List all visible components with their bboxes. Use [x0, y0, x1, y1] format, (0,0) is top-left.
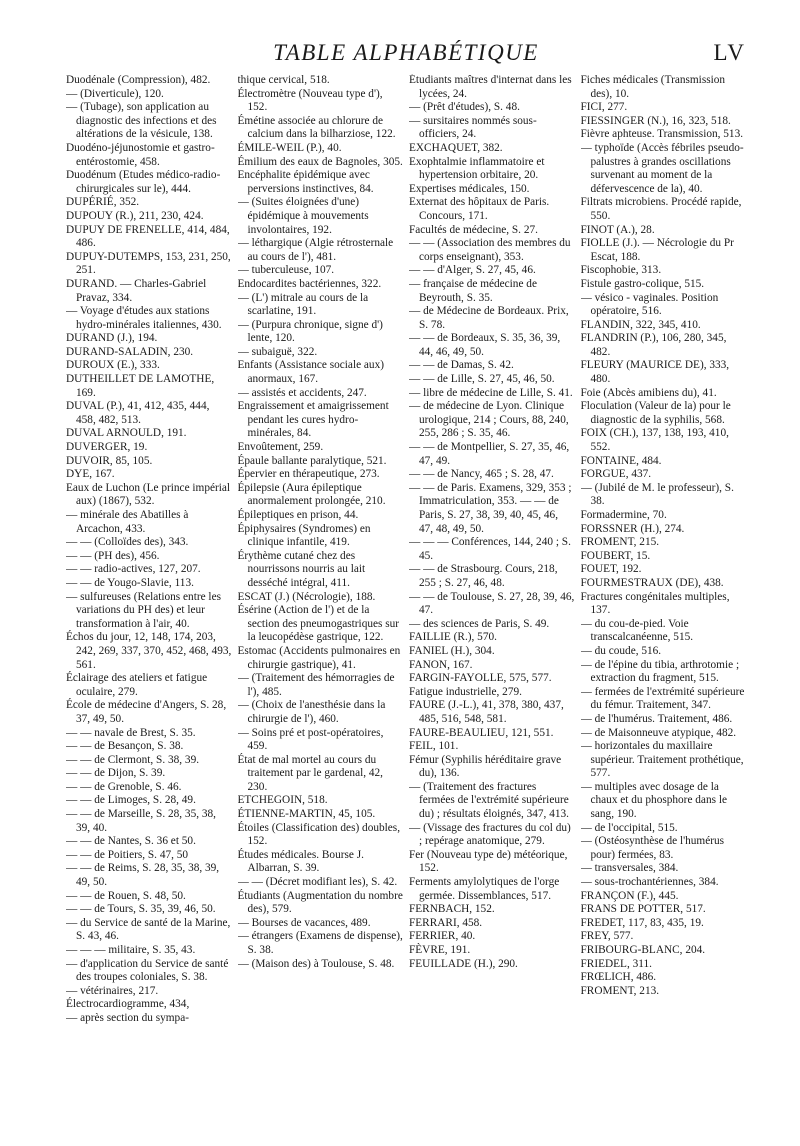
page-number: LV: [713, 40, 746, 65]
index-entry: — du coude, 516.: [580, 644, 662, 657]
index-entry: — — de Poitiers, S. 47, 50: [66, 848, 189, 861]
index-entry: Épileptiques en prison, 44.: [237, 509, 359, 521]
index-entry: — — de Clermont, S. 38, 39.: [66, 753, 200, 766]
page-title: TABLE ALPHABÉTIQUE: [273, 40, 539, 65]
index-entry: — — de Paris. Examens, 329, 353 ; Immatriculation, 353. — — de Paris, S. 27, 38, 39, 40, 45, 46, 47, 48, 49, 50.: [409, 481, 572, 535]
index-entry: — de médecine de Lyon. Clinique urologique, 214 ; Cours, 88, 240, 255, 286 ; S. 35, 46.: [409, 400, 569, 440]
index-entry: DURAND (J.), 194.: [66, 332, 158, 345]
index-entry: FOIX (CH.), 137, 138, 193, 410, 552.: [580, 427, 729, 454]
index-entry: — du Service de santé de la Marine, S. 43, 46.: [66, 916, 231, 943]
index-entry: FAURE-BEAULIEU, 121, 551.: [409, 726, 554, 739]
index-entry: FAILLIE (R.), 570.: [409, 631, 497, 644]
index-entry: Épilepsie (Aura épileptique anormalement prolongée, 210.: [237, 481, 386, 508]
index-entry: Fatigue industrielle, 279.: [409, 685, 522, 698]
index-entry: Duodéno-jéjunostomie et gastro-entérostomie, 458.: [66, 141, 215, 168]
index-entry: FREY, 577.: [580, 930, 634, 943]
index-entry: FEIL, 101.: [409, 740, 459, 753]
index-entry: — fermées de l'extrémité supérieure du fémur. Traitement, 347.: [580, 685, 745, 712]
index-entry: État de mal mortel au cours du traitement par le gardenal, 42, 230.: [237, 753, 384, 793]
index-entry: Épaule ballante paralytique, 521.: [237, 454, 387, 467]
index-entry: ÉMILE-WEIL (P.), 40.: [237, 141, 342, 154]
index-entry: — de Médecine de Bordeaux. Prix, S. 78.: [409, 305, 569, 331]
index-entry: — sous-trochantériennes, 384.: [580, 876, 719, 889]
index-entry: FIESSINGER (N.), 16, 323, 518.: [580, 114, 731, 127]
index-entry: Fer (Nouveau type de) météorique, 152.: [409, 848, 568, 875]
index-entry: FOURMESTRAUX (DE), 438.: [580, 576, 724, 589]
index-entry: — vésico - vaginales. Position opératoire, 516.: [580, 291, 719, 318]
index-entry: FLANDRIN (P.), 106, 280, 345, 482.: [580, 332, 727, 358]
index-entry: — — de Rouen, S. 48, 50.: [66, 889, 186, 902]
index-entry: Exophtalmie inflammatoire et hypertension orbitaire, 20.: [409, 155, 545, 182]
index-entry: — sulfureuses (Relations entre les variations du PH des) et leur transformation à l'air, 40.: [66, 590, 221, 630]
index-entry: DUPOUY (R.), 211, 230, 424.: [66, 209, 204, 222]
index-entry: — minérale des Abatilles à Arcachon, 433.: [66, 509, 189, 535]
index-entry: Externat des hôpitaux de Paris. Concours, 171.: [409, 196, 550, 222]
index-entry: — de l'épine du tibia, arthrotomie ; extraction du fragment, 515.: [580, 658, 740, 685]
index-entry: FORGUE, 437.: [580, 468, 652, 481]
index-column: [238, 74, 404, 1142]
index-entry: Duodénale (Compression), 482.: [66, 74, 211, 86]
index-entry: — (Suites éloignées d'une) épidémique à mouvements involontaires, 192.: [237, 196, 369, 236]
index-entry: Études médicales. Bourse J. Albarran, S. 39.: [237, 848, 364, 875]
index-entry: Fièvre aphteuse. Transmission, 513.: [580, 128, 744, 141]
index-entry: — — navale de Brest, S. 35.: [66, 726, 196, 739]
index-entry: Émétine associée au chlorure de calcium dans la bilharziose, 122.: [237, 114, 396, 141]
index-entry: — — de Bordeaux, S. 35, 36, 39, 44, 46, 49, 50.: [409, 332, 561, 358]
index-entry: — sursitaires nommés sous-officiers, 24.: [409, 114, 537, 141]
index-entry: ESCAT (J.) (Nécrologie), 188.: [237, 590, 376, 603]
index-entry: FRIEDEL, 311.: [580, 957, 652, 970]
index-entry: — — (PH des), 456.: [66, 549, 160, 562]
index-entry: — tuberculeuse, 107.: [237, 264, 335, 277]
index-entry: — (Choix de l'anesthésie dans la chirurgie de l'), 460.: [237, 699, 386, 725]
index-entry: DUPÉRIÉ, 352.: [66, 196, 140, 209]
index-entry: Engraissement et amaigrissement pendant les cures hydro-minérales, 84.: [237, 400, 389, 440]
index-entry: FLANDIN, 322, 345, 410.: [580, 318, 701, 331]
index-entry: — — — militaire, S. 35, 43.: [66, 944, 196, 956]
index-entry: Érythème cutané chez des nourrissons nourris au lait desséché intégral, 411.: [237, 549, 366, 589]
index-entry: — horizontales du maxillaire supérieur. Traitement prothétique, 577.: [580, 740, 744, 780]
index-entry: FONTAINE, 484.: [580, 454, 662, 467]
index-entry: — — de Strasbourg. Cours, 218, 255 ; S. 27, 46, 48.: [409, 563, 558, 589]
index-entry: DUTHEILLET DE LAMOTHE, 169.: [66, 373, 215, 399]
index-entry: FERNBACH, 152.: [409, 903, 495, 916]
index-entry: — — (Colloïdes des), 343.: [66, 536, 189, 549]
index-column: [581, 74, 747, 1142]
index-entry: Étoiles (Classification des) doubles, 152.: [237, 821, 401, 848]
index-entry: Épervier en thérapeutique, 273.: [237, 468, 380, 481]
index-entry: — (Tubage), son application au diagnostic des infections et des altérations de la vésicule, 138.: [66, 101, 217, 141]
index-entry: — étrangers (Examens de dispense), S. 38.: [237, 930, 403, 956]
index-entry: — — (Décret modifiant les), S. 42.: [237, 876, 398, 889]
index-entry: — — de Yougo-Slavie, 113.: [66, 576, 194, 589]
index-entry: — (Purpura chronique, signe d') lente, 120.: [237, 318, 383, 345]
index-entry: DURAND. — Charles-Gabriel Pravaz, 334.: [66, 277, 207, 304]
index-entry: FOUET, 192.: [580, 563, 642, 576]
index-entry: FRŒLICH, 486.: [580, 971, 657, 984]
index-entry: — — de Reims, S. 28, 35, 38, 39, 49, 50.: [66, 862, 220, 889]
index-entry: Encéphalite épidémique avec perversions instinctives, 84.: [237, 169, 374, 195]
index-entry: DUVAL (P.), 41, 412, 435, 444, 458, 482, 513.: [66, 400, 210, 426]
index-entry: — Bourses de vacances, 489.: [237, 916, 371, 929]
index-entry: ETCHEGOIN, 518.: [237, 794, 328, 807]
index-entry: FARGIN-FAYOLLE, 575, 577.: [409, 672, 552, 685]
index-entry: DUROUX (E.), 333.: [66, 359, 160, 372]
index-entry: — — radio-actives, 127, 207.: [66, 563, 201, 576]
index-entry: — multiples avec dosage de la chaux et du phosphore dans le sang, 190.: [580, 780, 727, 821]
index-entry: — de l'humérus. Traitement, 486.: [580, 712, 733, 725]
index-entry: Eaux de Luchon (Le prince impérial aux) (1867), 532.: [66, 481, 231, 508]
index-entry: FANIEL (H.), 304.: [409, 644, 495, 657]
index-columns: [66, 74, 746, 1142]
index-entry: Envoûtement, 259.: [237, 441, 324, 454]
index-entry: — transversales, 384.: [580, 862, 679, 875]
index-entry: Fiches médicales (Transmission des), 10.: [580, 74, 726, 100]
index-entry: — — de Tours, S. 35, 39, 46, 50.: [66, 903, 216, 916]
index-entry: — — de Toulouse, S. 27, 28, 39, 46, 47.: [409, 590, 575, 617]
index-column: [409, 74, 575, 1142]
index-entry: Étudiants maîtres d'internat dans les lycées, 24.: [409, 74, 572, 100]
index-entry: Électrocardiogramme, 434,: [66, 998, 190, 1011]
index-entry: — Voyage d'études aux stations hydro-minérales italiennes, 430.: [66, 305, 222, 331]
index-entry: École de médecine d'Angers, S. 28, 37, 49, 50.: [66, 699, 227, 725]
index-entry: — (Diverticule), 120.: [66, 87, 164, 100]
index-entry: — (Traitement des hémorragies de l'), 485.: [237, 672, 395, 698]
index-entry: — (Jubilé de M. le professeur), S. 38.: [580, 481, 734, 508]
index-column: [66, 74, 232, 1142]
index-entry: — vétérinaires, 217.: [66, 984, 159, 997]
index-entry: — (Maison des) à Toulouse, S. 48.: [237, 957, 395, 970]
index-entry: — — de Damas, S. 42.: [409, 359, 514, 372]
index-entry: — — de Limoges, S. 28, 49.: [66, 794, 196, 807]
index-entry: — française de médecine de Beyrouth, S. 35.: [409, 277, 537, 304]
index-entry: Facultés de médecine, S. 27.: [409, 223, 538, 236]
index-entry: EXCHAQUET, 382.: [409, 141, 503, 154]
index-entry: FEUILLADE (H.), 290.: [409, 957, 518, 970]
index-entry: Duodénum (Etudes médico-radio-chirurgicales sur le), 444.: [66, 169, 221, 195]
index-entry: FORSSNER (H.), 274.: [580, 522, 685, 535]
page-header: [66, 40, 746, 74]
index-entry: Formadermine, 70.: [580, 509, 667, 521]
index-entry: — léthargique (Algie rétrosternale au cours de l'), 481.: [237, 237, 394, 263]
index-entry: — Soins pré et post-opératoires, 459.: [237, 726, 384, 753]
index-entry: — — de Nantes, S. 36 et 50.: [66, 835, 196, 848]
index-entry: Ferments amylolytiques de l'orge germée. Dissemblances, 517.: [409, 876, 560, 902]
index-entry: DYE, 167.: [66, 468, 115, 481]
index-entry: DUVAL ARNOULD, 191.: [66, 427, 187, 440]
index-entry: Ésérine (Action de l') et de la section des pneumogastriques sur la leucopédèse gastrique, 122.: [237, 604, 400, 644]
index-entry: — — de Besançon, S. 38.: [66, 740, 184, 753]
index-entry: — — de Marseille, S. 28, 35, 38, 39, 40.: [66, 808, 216, 834]
index-entry: — — de Dijon, S. 39.: [66, 767, 166, 780]
index-entry: Fractures congénitales multiples, 137.: [580, 590, 730, 617]
index-entry: — des sciences de Paris, S. 49.: [409, 617, 550, 630]
index-entry: FROMENT, 215.: [580, 536, 660, 549]
index-entry: — — de Nancy, 465 ; S. 28, 47.: [409, 468, 554, 481]
index-entry: Foie (Abcès amibiens du), 41.: [580, 386, 717, 399]
index-entry: DUPUY DE FRENELLE, 414, 484, 486.: [66, 223, 230, 250]
index-entry: FRIBOURG-BLANC, 204.: [580, 944, 706, 956]
index-entry: — assistés et accidents, 247.: [237, 386, 367, 399]
index-entry: — — — Conférences, 144, 240 ; S. 45.: [409, 536, 571, 562]
index-entry: Épiphysaires (Syndromes) en clinique infantile, 419.: [237, 522, 371, 549]
index-entry: FAURE (J.-L.), 41, 378, 380, 437, 485, 516, 548, 581.: [409, 699, 564, 725]
index-entry: Fiscophobie, 313.: [580, 264, 662, 277]
index-entry: FOUBERT, 15.: [580, 549, 651, 562]
index-entry: FREDET, 117, 83, 435, 19.: [580, 916, 704, 929]
index-entry: — après section du sympa-: [66, 1011, 189, 1024]
index-entry: FIOLLE (J.). — Nécrologie du Pr Escat, 188.: [580, 237, 734, 263]
index-entry: — — d'Alger, S. 27, 45, 46.: [409, 264, 536, 277]
index-entry: thique cervical, 518.: [237, 74, 330, 86]
index-entry: — — (Association des membres du corps enseignant), 353.: [409, 237, 571, 263]
index-entry: DUPUY-DUTEMPS, 153, 231, 250, 251.: [66, 250, 231, 277]
index-entry: Émilium des eaux de Bagnoles, 305.: [237, 155, 403, 168]
index-entry: FANON, 167.: [409, 658, 473, 671]
index-entry: Étudiants (Augmentation du nombre des), 579.: [237, 889, 403, 916]
index-entry: Endocardites bactériennes, 322.: [237, 277, 382, 290]
index-entry: FICI, 277.: [580, 101, 628, 114]
index-entry: Filtrats microbiens. Procédé rapide, 550.: [580, 196, 742, 222]
index-entry: — subaiguë, 322.: [237, 345, 318, 358]
index-entry: — de l'occipital, 515.: [580, 821, 678, 834]
index-entry: DUVERGER, 19.: [66, 441, 148, 454]
index-entry: FROMENT, 213.: [580, 984, 660, 997]
index-entry: — (Traitement des fractures fermées de l'extrémité supérieure du) ; résultats éloignés, 347, 413.: [409, 780, 569, 821]
index-entry: — — de Grenoble, S. 46.: [66, 780, 182, 793]
index-entry: Enfants (Assistance sociale aux) anormaux, 167.: [237, 359, 384, 386]
index-entry: FÈVRE, 191.: [409, 944, 471, 956]
index-entry: — libre de médecine de Lille, S. 41.: [409, 386, 573, 399]
index-entry: FERRIER, 40.: [409, 930, 476, 943]
index-entry: — — de Montpellier, S. 27, 35, 46, 47, 49.: [409, 441, 570, 467]
index-entry: FRANÇON (F.), 445.: [580, 889, 679, 902]
index-entry: — typhoïde (Accès fébriles pseudo-palustres à grandes oscillations survenant au moment de la défervescence de la), 40.: [580, 141, 744, 195]
index-entry: Fémur (Syphilis héréditaire grave du), 136.: [409, 753, 562, 780]
index-entry: — du cou-de-pied. Voie transcalcanéenne, 515.: [580, 617, 694, 644]
index-entry: ÉTIENNE-MARTIN, 45, 105.: [237, 808, 376, 821]
index-entry: FERRARI, 458.: [409, 916, 483, 929]
index-entry: FRANS DE POTTER, 517.: [580, 903, 706, 916]
index-entry: Expertises médicales, 150.: [409, 182, 530, 195]
index-entry: FLEURY (MAURICE DE), 333, 480.: [580, 359, 730, 386]
index-entry: Électromètre (Nouveau type d'), 152.: [237, 87, 383, 114]
index-entry: — (Vissage des fractures du col du) ; repérage anatomique, 279.: [409, 821, 571, 848]
index-entry: — — de Lille, S. 27, 45, 46, 50.: [409, 373, 555, 386]
index-entry: — de Maisonneuve atypique, 482.: [580, 726, 737, 739]
index-entry: DUVOIR, 85, 105.: [66, 454, 153, 467]
index-entry: — d'application du Service de santé des troupes coloniales, S. 38.: [66, 957, 229, 984]
index-entry: Fistule gastro-colique, 515.: [580, 277, 705, 290]
index-entry: — (Prêt d'études), S. 48.: [409, 101, 520, 114]
index-entry: Échos du jour, 12, 148, 174, 203, 242, 269, 337, 370, 452, 468, 493, 561.: [66, 631, 232, 671]
index-entry: FINOT (A.), 28.: [580, 223, 655, 236]
index-entry: Éclairage des ateliers et fatigue oculaire, 279.: [66, 672, 208, 698]
index-entry: Floculation (Valeur de la) pour le diagnostic de la syphilis, 568.: [580, 400, 731, 426]
index-entry: Estomac (Accidents pulmonaires en chirurgie gastrique), 41.: [237, 644, 401, 671]
index-entry: — (Ostéosynthèse de l'humérus pour) fermées, 83.: [580, 835, 725, 861]
index-entry: — (L') mitrale au cours de la scarlatine, 191.: [237, 291, 369, 318]
index-entry: DURAND-SALADIN, 230.: [66, 345, 194, 358]
